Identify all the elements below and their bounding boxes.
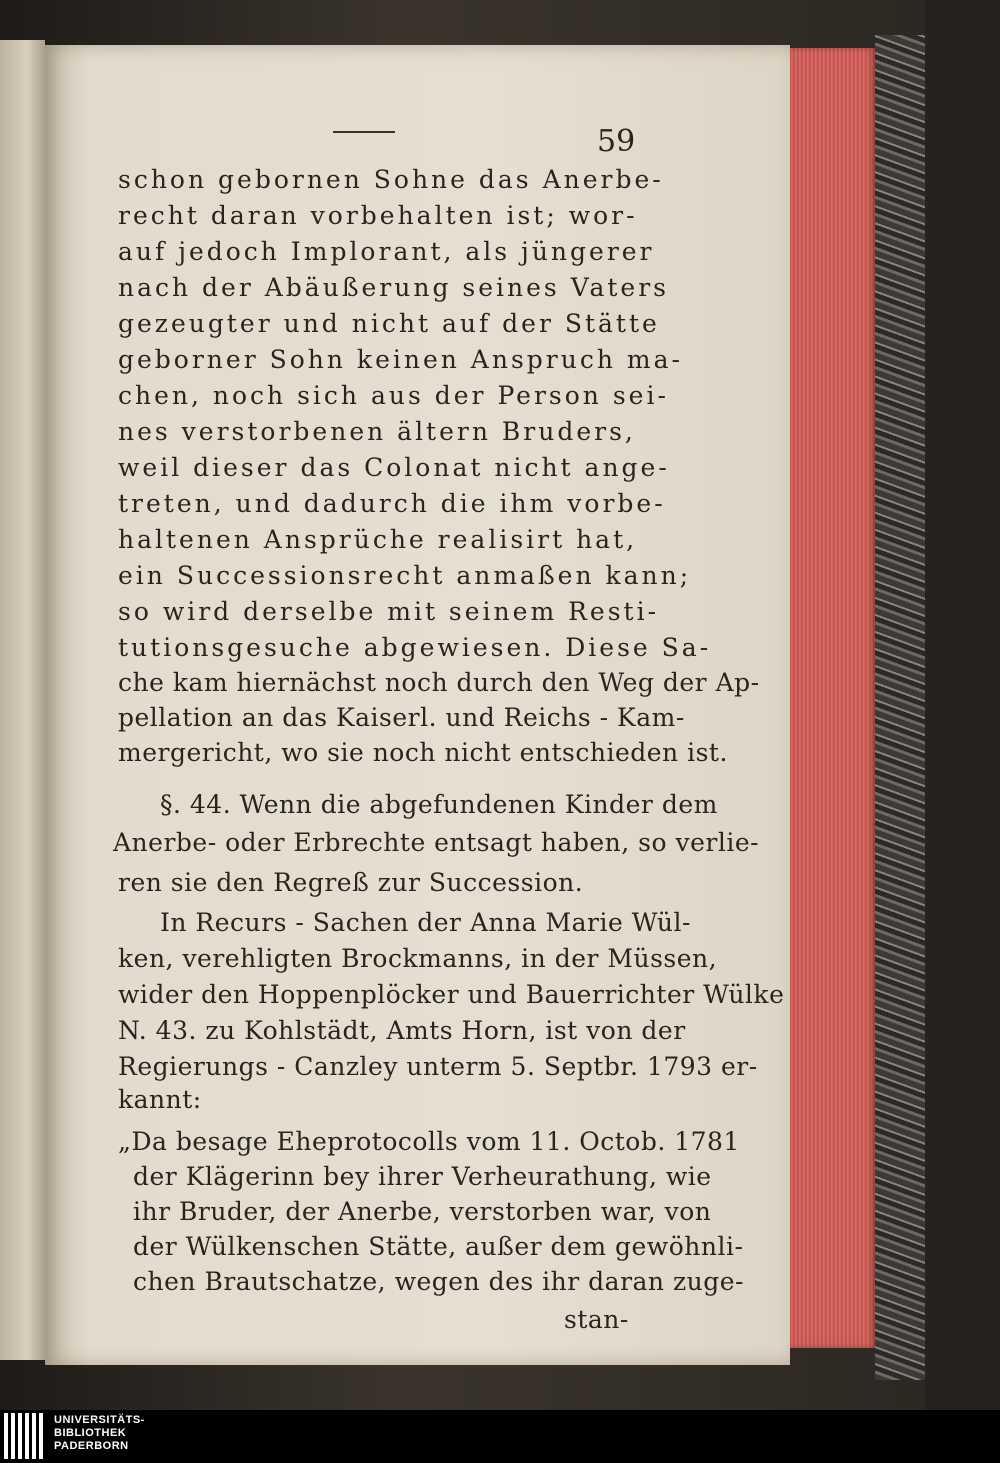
text-line: tutionsgesuche abgewiesen. Diese Sa- <box>118 633 712 662</box>
library-logo-icon <box>4 1413 48 1459</box>
text-line: der Klägerinn bey ihrer Verheurathung, wie <box>133 1162 712 1191</box>
text-line: che kam hiernächst noch durch den Weg der Ap- <box>118 668 760 697</box>
text-line: der Wülkenschen Stätte, außer dem gewöhnli- <box>133 1232 744 1261</box>
section-heading-44: §. 44. Wenn die abgefundenen Kinder dem <box>160 790 718 819</box>
text-line: treten, und dadurch die ihm vorbe- <box>118 489 666 518</box>
text-line: nach der Abäußerung seines Vaters <box>118 273 669 302</box>
text-line: Anerbe- oder Erbrechte entsagt haben, so verlie- <box>113 828 760 857</box>
text-line: In Recurs - Sachen der Anna Marie Wül- <box>160 908 691 937</box>
text-line: mergericht, wo sie noch nicht entschieden ist. <box>118 738 728 767</box>
text-line: kannt: <box>118 1085 202 1114</box>
text-line: recht daran vorbehalten ist; wor- <box>118 201 638 230</box>
text-line: pellation an das Kaiserl. und Reichs - Kam- <box>118 703 685 732</box>
text-line: Regierungs - Canzley unterm 5. Septbr. 1793 er- <box>118 1052 758 1081</box>
text-line: geborner Sohn keinen Anspruch ma- <box>118 345 683 374</box>
logo-line: UNIVERSITÄTS- <box>54 1414 145 1426</box>
text-line: ken, verehligten Brockmanns, in der Müssen, <box>118 944 718 973</box>
logo-line: BIBLIOTHEK <box>54 1427 127 1439</box>
text-line: schon gebornen Sohne das Anerbe- <box>118 165 664 194</box>
text-line: „Da besage Eheprotocolls vom 11. Octob. 1781 <box>118 1127 740 1156</box>
text-line: weil dieser das Colonat nicht ange- <box>118 453 670 482</box>
catchword: stan- <box>564 1305 629 1334</box>
page-number: 59 <box>597 124 636 159</box>
text-line: ren sie den Regreß zur Succession. <box>118 868 584 897</box>
text-line: nes verstorbenen ältern Bruders, <box>118 417 636 446</box>
text-line: ein Successionsrecht anmaßen kann; <box>118 561 692 590</box>
text-line: auf jedoch Implorant, als jüngerer <box>118 237 655 266</box>
text-line: haltenen Ansprüche realisirt hat, <box>118 525 638 554</box>
text-line: chen Brautschatze, wegen des ihr daran zuge- <box>133 1267 745 1296</box>
page-block-red-edge <box>790 48 875 1348</box>
text-line: so wird derselbe mit seinem Resti- <box>118 597 660 626</box>
marbled-cover <box>875 35 925 1380</box>
logo-line: PADERBORN <box>54 1440 129 1452</box>
footer-bar <box>0 1410 1000 1463</box>
text-line: gezeugter und nicht auf der Stätte <box>118 309 660 338</box>
text-line: wider den Hoppenplöcker und Bauerrichter Wülke <box>118 980 785 1009</box>
text-line: N. 43. zu Kohlstädt, Amts Horn, ist von der <box>118 1016 686 1045</box>
text-line: chen, noch sich aus der Person sei- <box>118 381 669 410</box>
dark-backdrop <box>925 0 1000 1410</box>
previous-page-edge <box>0 40 45 1360</box>
text-line: ihr Bruder, der Anerbe, verstorben war, von <box>133 1197 712 1226</box>
library-logo-text <box>54 1414 145 1453</box>
header-rule <box>333 131 395 133</box>
